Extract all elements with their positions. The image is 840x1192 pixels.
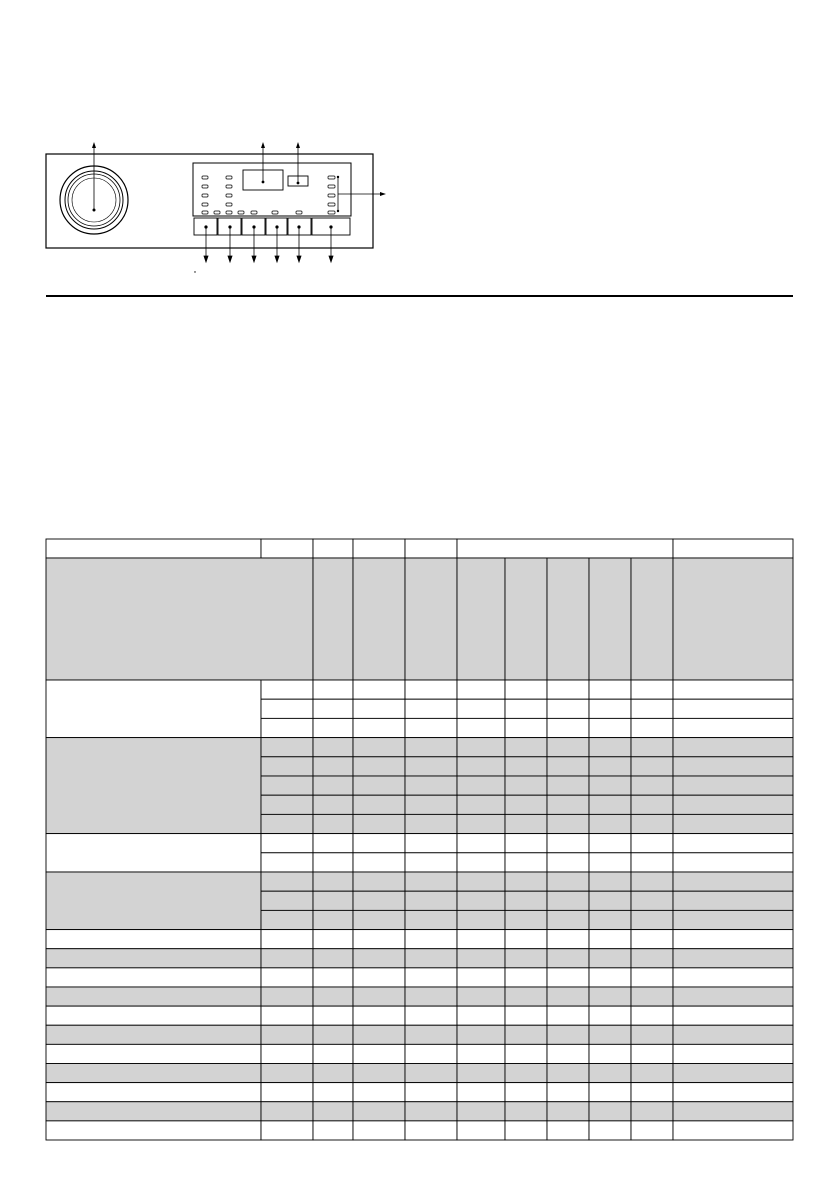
table-cell [313,1121,353,1140]
table-cell [589,1044,631,1063]
table-cell [547,1083,589,1102]
table-cell [457,930,505,949]
table-cell [589,853,631,872]
table-cell [547,834,589,853]
table-cell [631,1083,673,1102]
table-cell [353,1102,405,1121]
table-row-label-cell [46,1063,261,1082]
table-cell [673,968,793,987]
table-cell [673,795,793,814]
table-cell [673,738,793,757]
table-cell [261,1044,313,1063]
table-cell [631,834,673,853]
table-cell [505,1063,547,1082]
table-cell [353,1121,405,1140]
table-cell [353,834,405,853]
table-cell [313,1006,353,1025]
table-cell [405,738,457,757]
table-header-cell [405,558,457,680]
table-cell [505,930,547,949]
table-cell [457,718,505,737]
table-cell [353,1083,405,1102]
table-cell [505,872,547,891]
table-header-cell [261,539,313,558]
table-cell [261,910,313,929]
table-cell [261,853,313,872]
table-row-label-cell [46,968,261,987]
table-cell [261,795,313,814]
table-cell [353,757,405,776]
table-cell [631,1063,673,1082]
table-cell [673,757,793,776]
table-cell [589,1025,631,1044]
table-cell [589,718,631,737]
table-cell [313,699,353,718]
table-cell [547,1044,589,1063]
table-cell [353,776,405,795]
table-cell [353,680,405,699]
table-cell [673,776,793,795]
table-cell [457,949,505,968]
table-cell [353,718,405,737]
table-cell [405,949,457,968]
table-cell [673,699,793,718]
table-cell [261,968,313,987]
table-cell [505,949,547,968]
table-cell [673,930,793,949]
table-cell [505,1121,547,1140]
table-cell [405,1121,457,1140]
table-cell [505,1006,547,1025]
table-cell [353,987,405,1006]
table-cell [457,853,505,872]
table-cell [353,795,405,814]
table-cell [631,718,673,737]
table-row-label-cell [46,1121,261,1140]
table-cell [457,910,505,929]
table-cell [547,795,589,814]
table-cell [589,910,631,929]
table-cell [405,757,457,776]
table-cell [261,1063,313,1082]
table-cell [589,834,631,853]
table-cell [261,776,313,795]
table-cell [313,968,353,987]
table-group-label-cell [46,680,261,738]
table-cell [353,1044,405,1063]
table-cell [589,1102,631,1121]
table-cell [631,814,673,833]
table-cell [505,968,547,987]
table-cell [631,795,673,814]
table-cell [457,776,505,795]
table-header-cell [631,558,673,680]
table-cell [353,1025,405,1044]
table-cell [261,949,313,968]
table-cell [261,834,313,853]
table-cell [405,1025,457,1044]
table-cell [457,891,505,910]
table-cell [673,872,793,891]
table-cell [547,1102,589,1121]
table-cell [313,910,353,929]
table-cell [589,814,631,833]
table-cell [505,738,547,757]
table-cell [405,930,457,949]
table-cell [261,930,313,949]
table-cell [673,853,793,872]
table-row-label-cell [46,1006,261,1025]
table-cell [589,757,631,776]
table-cell [631,738,673,757]
table-cell [405,1006,457,1025]
table-cell [547,853,589,872]
table-cell [405,872,457,891]
table-cell [261,891,313,910]
table-cell [589,1083,631,1102]
table-cell [405,853,457,872]
table-cell [631,891,673,910]
table-cell [261,699,313,718]
table-cell [457,738,505,757]
table-header-cell [313,558,353,680]
table-cell [457,872,505,891]
table-cell [457,1025,505,1044]
table-cell [673,910,793,929]
table-cell [313,853,353,872]
table-group-label-cell [46,872,261,930]
table-cell [589,1006,631,1025]
table-header-cell [589,558,631,680]
table-cell [457,795,505,814]
table-cell [457,699,505,718]
table-cell [673,718,793,737]
table-cell [547,1006,589,1025]
table-cell [589,738,631,757]
table-cell [405,987,457,1006]
table-header-cell [457,558,505,680]
table-cell [505,1102,547,1121]
table-cell [547,1121,589,1140]
table-cell [631,987,673,1006]
table-cell [313,987,353,1006]
table-group-label-cell [46,834,261,872]
table-cell [673,1102,793,1121]
table-cell [405,968,457,987]
table-cell [631,910,673,929]
table-cell [547,987,589,1006]
table-cell [353,738,405,757]
table-cell [505,834,547,853]
table-cell [505,718,547,737]
table-cell [261,1121,313,1140]
table-cell [261,680,313,699]
table-header-cell [405,539,457,558]
table-cell [313,949,353,968]
table-cell [353,968,405,987]
table-cell [505,699,547,718]
table-cell [313,814,353,833]
table-cell [673,1044,793,1063]
table-header-cell [673,558,793,680]
table-cell [631,757,673,776]
table-cell [353,872,405,891]
table-cell [457,1006,505,1025]
table-cell [457,834,505,853]
table-header-cell [313,539,353,558]
table-cell [589,930,631,949]
table-cell [353,1006,405,1025]
table-cell [405,776,457,795]
table-cell [631,1121,673,1140]
table-cell [353,891,405,910]
table-row-label-cell [46,1083,261,1102]
table-cell [547,949,589,968]
table-cell [261,757,313,776]
table-cell [457,1044,505,1063]
table-cell [505,910,547,929]
table-cell [457,1063,505,1082]
table-cell [505,757,547,776]
table-row-label-cell [46,987,261,1006]
table-cell [505,891,547,910]
table-cell [631,1025,673,1044]
table-cell [313,757,353,776]
table-cell [631,1044,673,1063]
table-cell [313,795,353,814]
table-cell [631,1006,673,1025]
table-cell [589,680,631,699]
table-cell [673,891,793,910]
table-cell [505,814,547,833]
table-cell [673,1083,793,1102]
table-cell [353,814,405,833]
table-cell [589,1063,631,1082]
table-cell [673,1006,793,1025]
table-cell [505,795,547,814]
table-cell [405,1102,457,1121]
table-cell [405,1063,457,1082]
table-cell [261,814,313,833]
table-cell [313,834,353,853]
table-cell [313,718,353,737]
table-cell [547,1025,589,1044]
table-cell [405,910,457,929]
table-cell [673,987,793,1006]
table-cell [353,853,405,872]
table-cell [631,949,673,968]
table-cell [405,891,457,910]
table-cell [547,872,589,891]
table-cell [547,718,589,737]
table-cell [547,910,589,929]
table-header-cell [457,539,673,558]
table-row-label-cell [46,949,261,968]
table-header-cell [673,539,793,558]
table-cell [673,1121,793,1140]
table-cell [313,872,353,891]
table-cell [631,699,673,718]
table-cell [505,776,547,795]
table-header-label-cell [46,558,313,680]
table-cell [313,1025,353,1044]
table-row-label-cell [46,1044,261,1063]
table-cell [505,1044,547,1063]
table-cell [405,795,457,814]
table-cell [353,949,405,968]
table-cell [457,1102,505,1121]
table-cell [589,968,631,987]
table-cell [505,853,547,872]
table-cell [589,776,631,795]
table-cell [457,1083,505,1102]
table-cell [589,872,631,891]
table-cell [405,680,457,699]
table-cell [457,757,505,776]
table-cell [353,699,405,718]
table-cell [405,814,457,833]
table-header-cell [547,558,589,680]
table-cell [457,968,505,987]
table-cell [589,699,631,718]
table-cell [631,853,673,872]
table-cell [589,891,631,910]
table-cell [505,680,547,699]
table-cell [261,987,313,1006]
table-cell [313,776,353,795]
table-cell [589,1121,631,1140]
table-header-cell [353,539,405,558]
table-cell [405,699,457,718]
table-cell [547,680,589,699]
table-cell [313,930,353,949]
table-cell [353,910,405,929]
table-cell [505,1083,547,1102]
table-row-label-cell [46,930,261,949]
table-cell [631,872,673,891]
table-cell [631,1102,673,1121]
table-cell [547,776,589,795]
table-cell [589,987,631,1006]
table-cell [589,795,631,814]
table-cell [261,718,313,737]
table-cell [547,699,589,718]
table-header-cell [505,558,547,680]
table-cell [457,680,505,699]
table-cell [673,1025,793,1044]
table-cell [261,872,313,891]
table-cell [547,757,589,776]
table-cell [353,1063,405,1082]
table-cell [631,680,673,699]
table-row-label-cell [46,1102,261,1121]
table-cell [405,1044,457,1063]
table-cell [673,949,793,968]
table-cell [547,1063,589,1082]
table-cell [547,738,589,757]
table-cell [631,776,673,795]
table-cell [631,930,673,949]
table-cell [313,1102,353,1121]
table-cell [457,987,505,1006]
table-cell [405,834,457,853]
table-cell [457,1121,505,1140]
table-cell [457,814,505,833]
table-cell [353,930,405,949]
table-cell [547,814,589,833]
table-cell [589,949,631,968]
table-cell [261,1025,313,1044]
table-cell [673,1063,793,1082]
table-group-label-cell [46,738,261,834]
table-cell [505,987,547,1006]
table-cell [405,1083,457,1102]
table-cell [547,891,589,910]
table-cell [313,1083,353,1102]
table-cell [313,738,353,757]
table-header-cell [46,539,261,558]
table-cell [261,1083,313,1102]
table-cell [313,1044,353,1063]
table-cell [313,680,353,699]
table-cell [547,930,589,949]
table-row-label-cell [46,1025,261,1044]
table-header-cell [353,558,405,680]
table-cell [261,738,313,757]
table-cell [673,814,793,833]
table-cell [547,968,589,987]
table-cell [261,1102,313,1121]
table-cell [673,680,793,699]
table-cell [261,1006,313,1025]
table-cell [631,968,673,987]
table-cell [673,834,793,853]
table-cell [405,718,457,737]
table-cell [505,1025,547,1044]
table-cell [313,891,353,910]
table-cell [313,1063,353,1082]
